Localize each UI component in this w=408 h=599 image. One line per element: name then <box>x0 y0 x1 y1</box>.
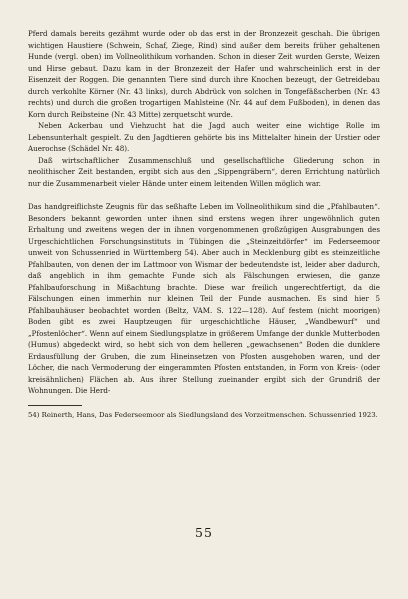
footnote-divider <box>28 405 82 406</box>
paragraph-domestic-animals: Pferd damals bereits gezähmt wurde oder ob das erst in der Bronzezeit geschah. Die übrigen wichtigen Haustiere (Schwein, Schaf, Ziege, Rind) sind außer dem bereits früher gehaltenen Hunde (vergl. oben) im Vollneolithikum vorhanden. Schon in dieser Zeit wurden Gerste, Weizen und Hirse gebaut. Dazu kam in der Bronzezeit der Hafer und wahrscheinlich erst in der Eisenzeit der Roggen. Die genannten Tiere sind durch ihre Knochen bezeugt, der Getreidebau durch verkohlte Körner (Nr. 43 links), durch Abdrück von solchen in Tongefäßscherben (Nr. 43 rechts) und durch die großen trogartigen Mahlsteine (Nr. 44 auf dem Fußboden), in denen das Korn durch Reibsteine (Nr. 43 Mitte) zerquetscht wurde. <box>28 29 380 119</box>
paragraph-social-structure: Daß wirtschaftlicher Zusammenschluß und gesellschaftliche Gliederung schon in neolithischer Zeit bestanden, ergibt sich aus den „Sippengräbern“, deren Errichtung natürlich nur die Zusammenarbeit vieler Hände unter einem leitenden Willen möglich war. <box>28 155 380 188</box>
paragraph-gap <box>28 189 380 201</box>
page-number: 55 <box>195 525 213 540</box>
paragraph-hunting: Neben Ackerbau und Viehzucht hat die Jagd auch weiter eine wichtige Rolle im Lebensunterhalt gespielt. Zu den Jagdtieren gehörte bis ins Mittelalter hinein der Urstier oder Auerochse (Schädel Nr. 48). <box>28 121 380 153</box>
footnote-54: 54) Reinerth, Hans, Das Federseemoor als Siedlungsland des Vorzeitmenschen. Schussenried 1923. <box>28 410 378 419</box>
paragraph-pile-dwellings: Das handgreiflichste Zeugnis für das seßhafte Leben im Vollneolithikum sind die „Pfahlbauten“. Besonders bekannt geworden unter ihnen sind erstens wegen ihrer ungewöhnlich guten Erhaltung und zweitens wegen der in ihnen vorgenommenen großzügigen Ausgrabungen des Urgeschichtlichen Forschungsinstituts in Tübingen die „Steinzeitdörfer“ im Federseemoor unweit von Schussenried in Württemberg 54). Aber auch in Mecklenburg gibt es steinzeitliche Pfahlbauten, von denen der im Lattmoor von Wismar der bedeutendste ist, leider aber dadurch, daß angeblich in ihm gemachte Funde sich als Fälschungen erwiesen, die ganze Pfahlbauforschung in Mißachtung brachte. Diese war freilich ungerechtfertigt, da die Fälschungen einen immerhin nur kleinen Teil der Funde ausmachen. Es sind hier 5 Pfahlbauhäuser beobachtet worden (Beltz, VAM. S. 122—128). Auf festem (nicht moorigen) Boden gibt es zwei Hauptzeugen für urgeschichtliche Häuser, „Wandbewurf“ und „Pfostenlöcher“. Wenn auf einem Siedlungsplatze in größerem Umfange der dunkle Mutterboden (Humus) abgedeckt wird, so hebt sich von dem helleren „gewachsenen“ Boden die dunklere Erdausfüllung der Gruben, die zum Hineinsetzen von Pfosten ausgehoben waren, und der Löcher, die nach Vermoderung der eingerammten Pfosten entstanden, in Form von Kreis- (oder kreisähnlichen) Flächen ab. Aus ihrer Stellung zueinander ergibt sich der Grundriß der Wohnungen. Die Herd- <box>28 202 380 395</box>
text-column <box>28 28 380 421</box>
